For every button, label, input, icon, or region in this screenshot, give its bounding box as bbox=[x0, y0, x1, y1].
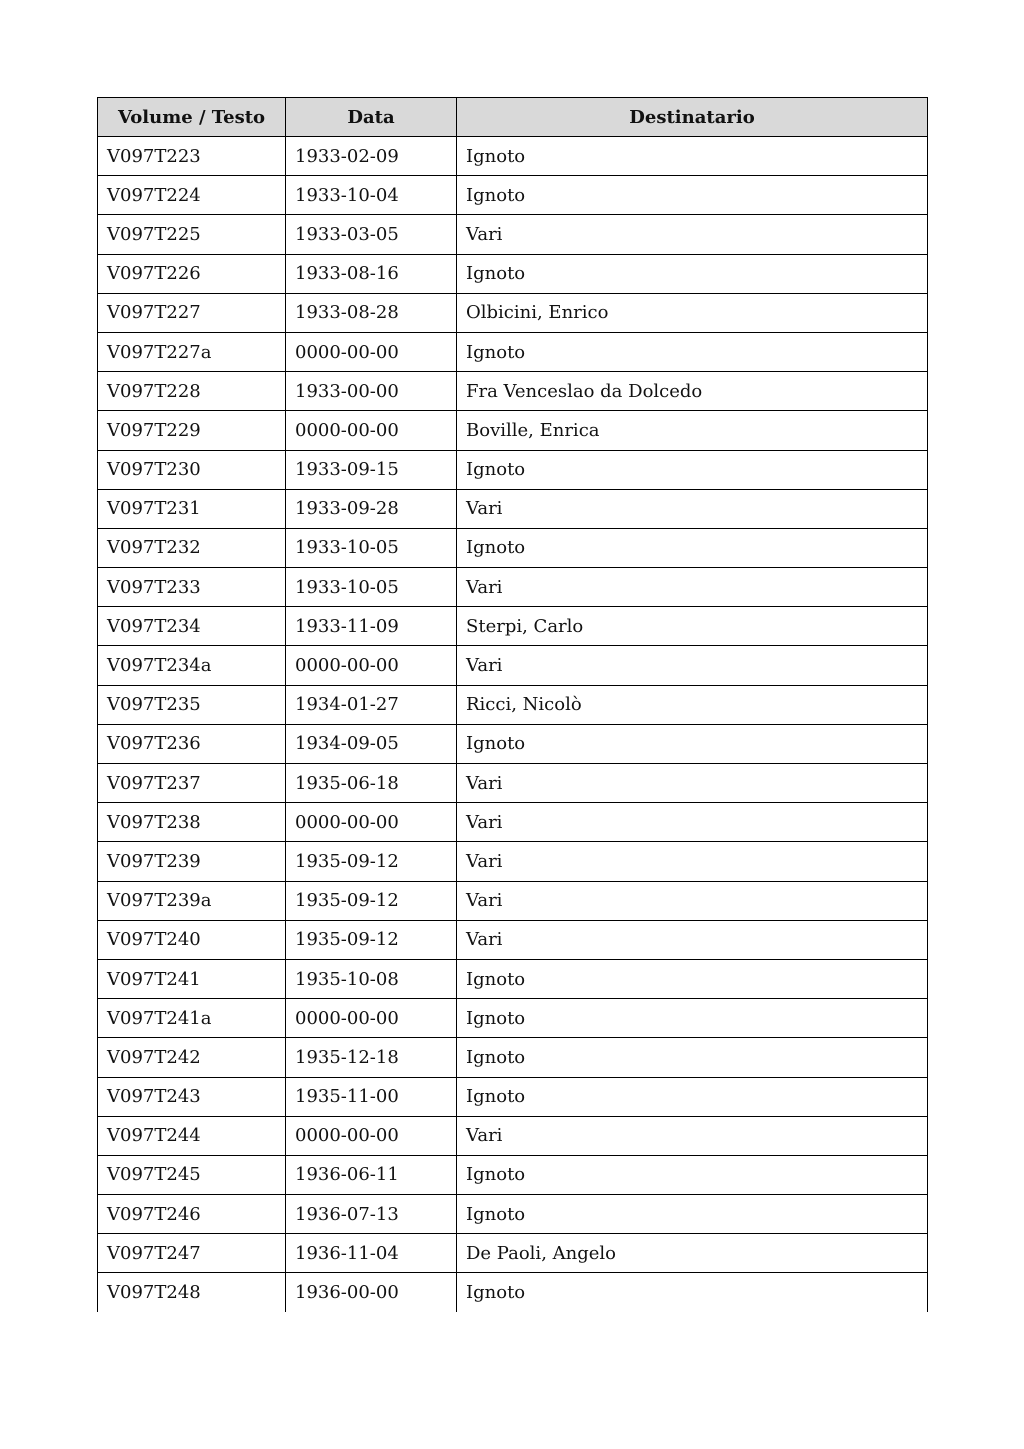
table-row bbox=[98, 450, 928, 489]
cell-destinatario: Ricci, Nicolò bbox=[457, 685, 928, 724]
cell-data: 1933-08-16 bbox=[286, 254, 457, 293]
table-row bbox=[98, 999, 928, 1038]
cell-data: 1936-07-13 bbox=[286, 1195, 457, 1234]
cell-volume-testo: V097T242 bbox=[98, 1038, 286, 1077]
cell-data: 1936-11-04 bbox=[286, 1234, 457, 1273]
cell-destinatario: Vari bbox=[457, 881, 928, 920]
letters-index-table bbox=[97, 97, 928, 1312]
cell-data: 0000-00-00 bbox=[286, 411, 457, 450]
table-row bbox=[98, 646, 928, 685]
cell-data: 1933-03-05 bbox=[286, 215, 457, 254]
cell-destinatario: Ignoto bbox=[457, 450, 928, 489]
table-row bbox=[98, 1273, 928, 1312]
cell-data: 1935-10-08 bbox=[286, 959, 457, 998]
cell-data: 1933-09-28 bbox=[286, 489, 457, 528]
cell-destinatario: Ignoto bbox=[457, 999, 928, 1038]
cell-volume-testo: V097T227a bbox=[98, 332, 286, 371]
cell-volume-testo: V097T237 bbox=[98, 764, 286, 803]
cell-volume-testo: V097T245 bbox=[98, 1155, 286, 1194]
table-row bbox=[98, 1155, 928, 1194]
table-row bbox=[98, 1116, 928, 1155]
cell-destinatario: Vari bbox=[457, 764, 928, 803]
header-destinatario: Destinatario bbox=[457, 98, 928, 137]
cell-destinatario: Ignoto bbox=[457, 1038, 928, 1077]
table-row bbox=[98, 842, 928, 881]
table-row bbox=[98, 137, 928, 176]
cell-volume-testo: V097T233 bbox=[98, 568, 286, 607]
cell-data: 1935-11-00 bbox=[286, 1077, 457, 1116]
table-header bbox=[98, 98, 928, 137]
cell-destinatario: Vari bbox=[457, 1116, 928, 1155]
cell-destinatario: Vari bbox=[457, 842, 928, 881]
cell-volume-testo: V097T236 bbox=[98, 724, 286, 763]
cell-data: 1933-09-15 bbox=[286, 450, 457, 489]
table-row bbox=[98, 764, 928, 803]
cell-data: 0000-00-00 bbox=[286, 1116, 457, 1155]
cell-destinatario: Ignoto bbox=[457, 1077, 928, 1116]
cell-destinatario: Ignoto bbox=[457, 959, 928, 998]
cell-data: 0000-00-00 bbox=[286, 803, 457, 842]
cell-volume-testo: V097T234a bbox=[98, 646, 286, 685]
cell-data: 1933-02-09 bbox=[286, 137, 457, 176]
table-row bbox=[98, 528, 928, 567]
cell-destinatario: Ignoto bbox=[457, 137, 928, 176]
cell-data: 1933-08-28 bbox=[286, 293, 457, 332]
cell-destinatario: Vari bbox=[457, 920, 928, 959]
cell-destinatario: Ignoto bbox=[457, 724, 928, 763]
cell-data: 1935-09-12 bbox=[286, 842, 457, 881]
table-row bbox=[98, 724, 928, 763]
cell-destinatario: Boville, Enrica bbox=[457, 411, 928, 450]
cell-volume-testo: V097T241 bbox=[98, 959, 286, 998]
header-row bbox=[98, 98, 928, 137]
cell-volume-testo: V097T235 bbox=[98, 685, 286, 724]
cell-data: 1935-06-18 bbox=[286, 764, 457, 803]
cell-volume-testo: V097T240 bbox=[98, 920, 286, 959]
table-row bbox=[98, 411, 928, 450]
cell-volume-testo: V097T224 bbox=[98, 176, 286, 215]
cell-destinatario: Vari bbox=[457, 803, 928, 842]
table-row bbox=[98, 1038, 928, 1077]
cell-destinatario: Olbicini, Enrico bbox=[457, 293, 928, 332]
cell-destinatario: Vari bbox=[457, 568, 928, 607]
cell-data: 1935-09-12 bbox=[286, 920, 457, 959]
header-data: Data bbox=[286, 98, 457, 137]
cell-volume-testo: V097T234 bbox=[98, 607, 286, 646]
cell-destinatario: Vari bbox=[457, 215, 928, 254]
cell-destinatario: Fra Venceslao da Dolcedo bbox=[457, 372, 928, 411]
cell-volume-testo: V097T230 bbox=[98, 450, 286, 489]
cell-data: 0000-00-00 bbox=[286, 646, 457, 685]
cell-data: 1935-12-18 bbox=[286, 1038, 457, 1077]
cell-data: 1933-00-00 bbox=[286, 372, 457, 411]
table-row bbox=[98, 254, 928, 293]
cell-volume-testo: V097T246 bbox=[98, 1195, 286, 1234]
table-body bbox=[98, 137, 928, 1313]
table-row bbox=[98, 568, 928, 607]
cell-destinatario: Vari bbox=[457, 646, 928, 685]
table-row bbox=[98, 920, 928, 959]
cell-destinatario: Ignoto bbox=[457, 528, 928, 567]
cell-volume-testo: V097T225 bbox=[98, 215, 286, 254]
table-row bbox=[98, 959, 928, 998]
cell-data: 1936-00-00 bbox=[286, 1273, 457, 1312]
cell-destinatario: Sterpi, Carlo bbox=[457, 607, 928, 646]
cell-data: 1935-09-12 bbox=[286, 881, 457, 920]
cell-volume-testo: V097T232 bbox=[98, 528, 286, 567]
table-row bbox=[98, 607, 928, 646]
cell-volume-testo: V097T226 bbox=[98, 254, 286, 293]
cell-data: 1933-10-05 bbox=[286, 528, 457, 567]
cell-destinatario: Ignoto bbox=[457, 176, 928, 215]
table-row bbox=[98, 332, 928, 371]
cell-volume-testo: V097T247 bbox=[98, 1234, 286, 1273]
cell-data: 1934-09-05 bbox=[286, 724, 457, 763]
cell-data: 1933-11-09 bbox=[286, 607, 457, 646]
table-row bbox=[98, 215, 928, 254]
cell-destinatario: Ignoto bbox=[457, 1273, 928, 1312]
table-row bbox=[98, 1077, 928, 1116]
cell-volume-testo: V097T241a bbox=[98, 999, 286, 1038]
cell-volume-testo: V097T243 bbox=[98, 1077, 286, 1116]
table-row bbox=[98, 881, 928, 920]
table-row bbox=[98, 176, 928, 215]
cell-volume-testo: V097T238 bbox=[98, 803, 286, 842]
cell-data: 0000-00-00 bbox=[286, 999, 457, 1038]
table-row bbox=[98, 293, 928, 332]
cell-destinatario: De Paoli, Angelo bbox=[457, 1234, 928, 1273]
table-row bbox=[98, 489, 928, 528]
cell-volume-testo: V097T229 bbox=[98, 411, 286, 450]
cell-volume-testo: V097T223 bbox=[98, 137, 286, 176]
header-volume-testo: Volume / Testo bbox=[98, 98, 286, 137]
table-row bbox=[98, 1234, 928, 1273]
table-row bbox=[98, 803, 928, 842]
cell-volume-testo: V097T227 bbox=[98, 293, 286, 332]
cell-destinatario: Ignoto bbox=[457, 1155, 928, 1194]
cell-data: 1934-01-27 bbox=[286, 685, 457, 724]
cell-destinatario: Ignoto bbox=[457, 254, 928, 293]
cell-volume-testo: V097T228 bbox=[98, 372, 286, 411]
cell-volume-testo: V097T239 bbox=[98, 842, 286, 881]
cell-data: 0000-00-00 bbox=[286, 332, 457, 371]
cell-volume-testo: V097T248 bbox=[98, 1273, 286, 1312]
cell-volume-testo: V097T244 bbox=[98, 1116, 286, 1155]
table-row bbox=[98, 1195, 928, 1234]
cell-destinatario: Ignoto bbox=[457, 332, 928, 371]
cell-destinatario: Ignoto bbox=[457, 1195, 928, 1234]
cell-volume-testo: V097T239a bbox=[98, 881, 286, 920]
cell-volume-testo: V097T231 bbox=[98, 489, 286, 528]
table-row bbox=[98, 372, 928, 411]
table-row bbox=[98, 685, 928, 724]
cell-data: 1933-10-05 bbox=[286, 568, 457, 607]
cell-data: 1936-06-11 bbox=[286, 1155, 457, 1194]
cell-data: 1933-10-04 bbox=[286, 176, 457, 215]
cell-destinatario: Vari bbox=[457, 489, 928, 528]
